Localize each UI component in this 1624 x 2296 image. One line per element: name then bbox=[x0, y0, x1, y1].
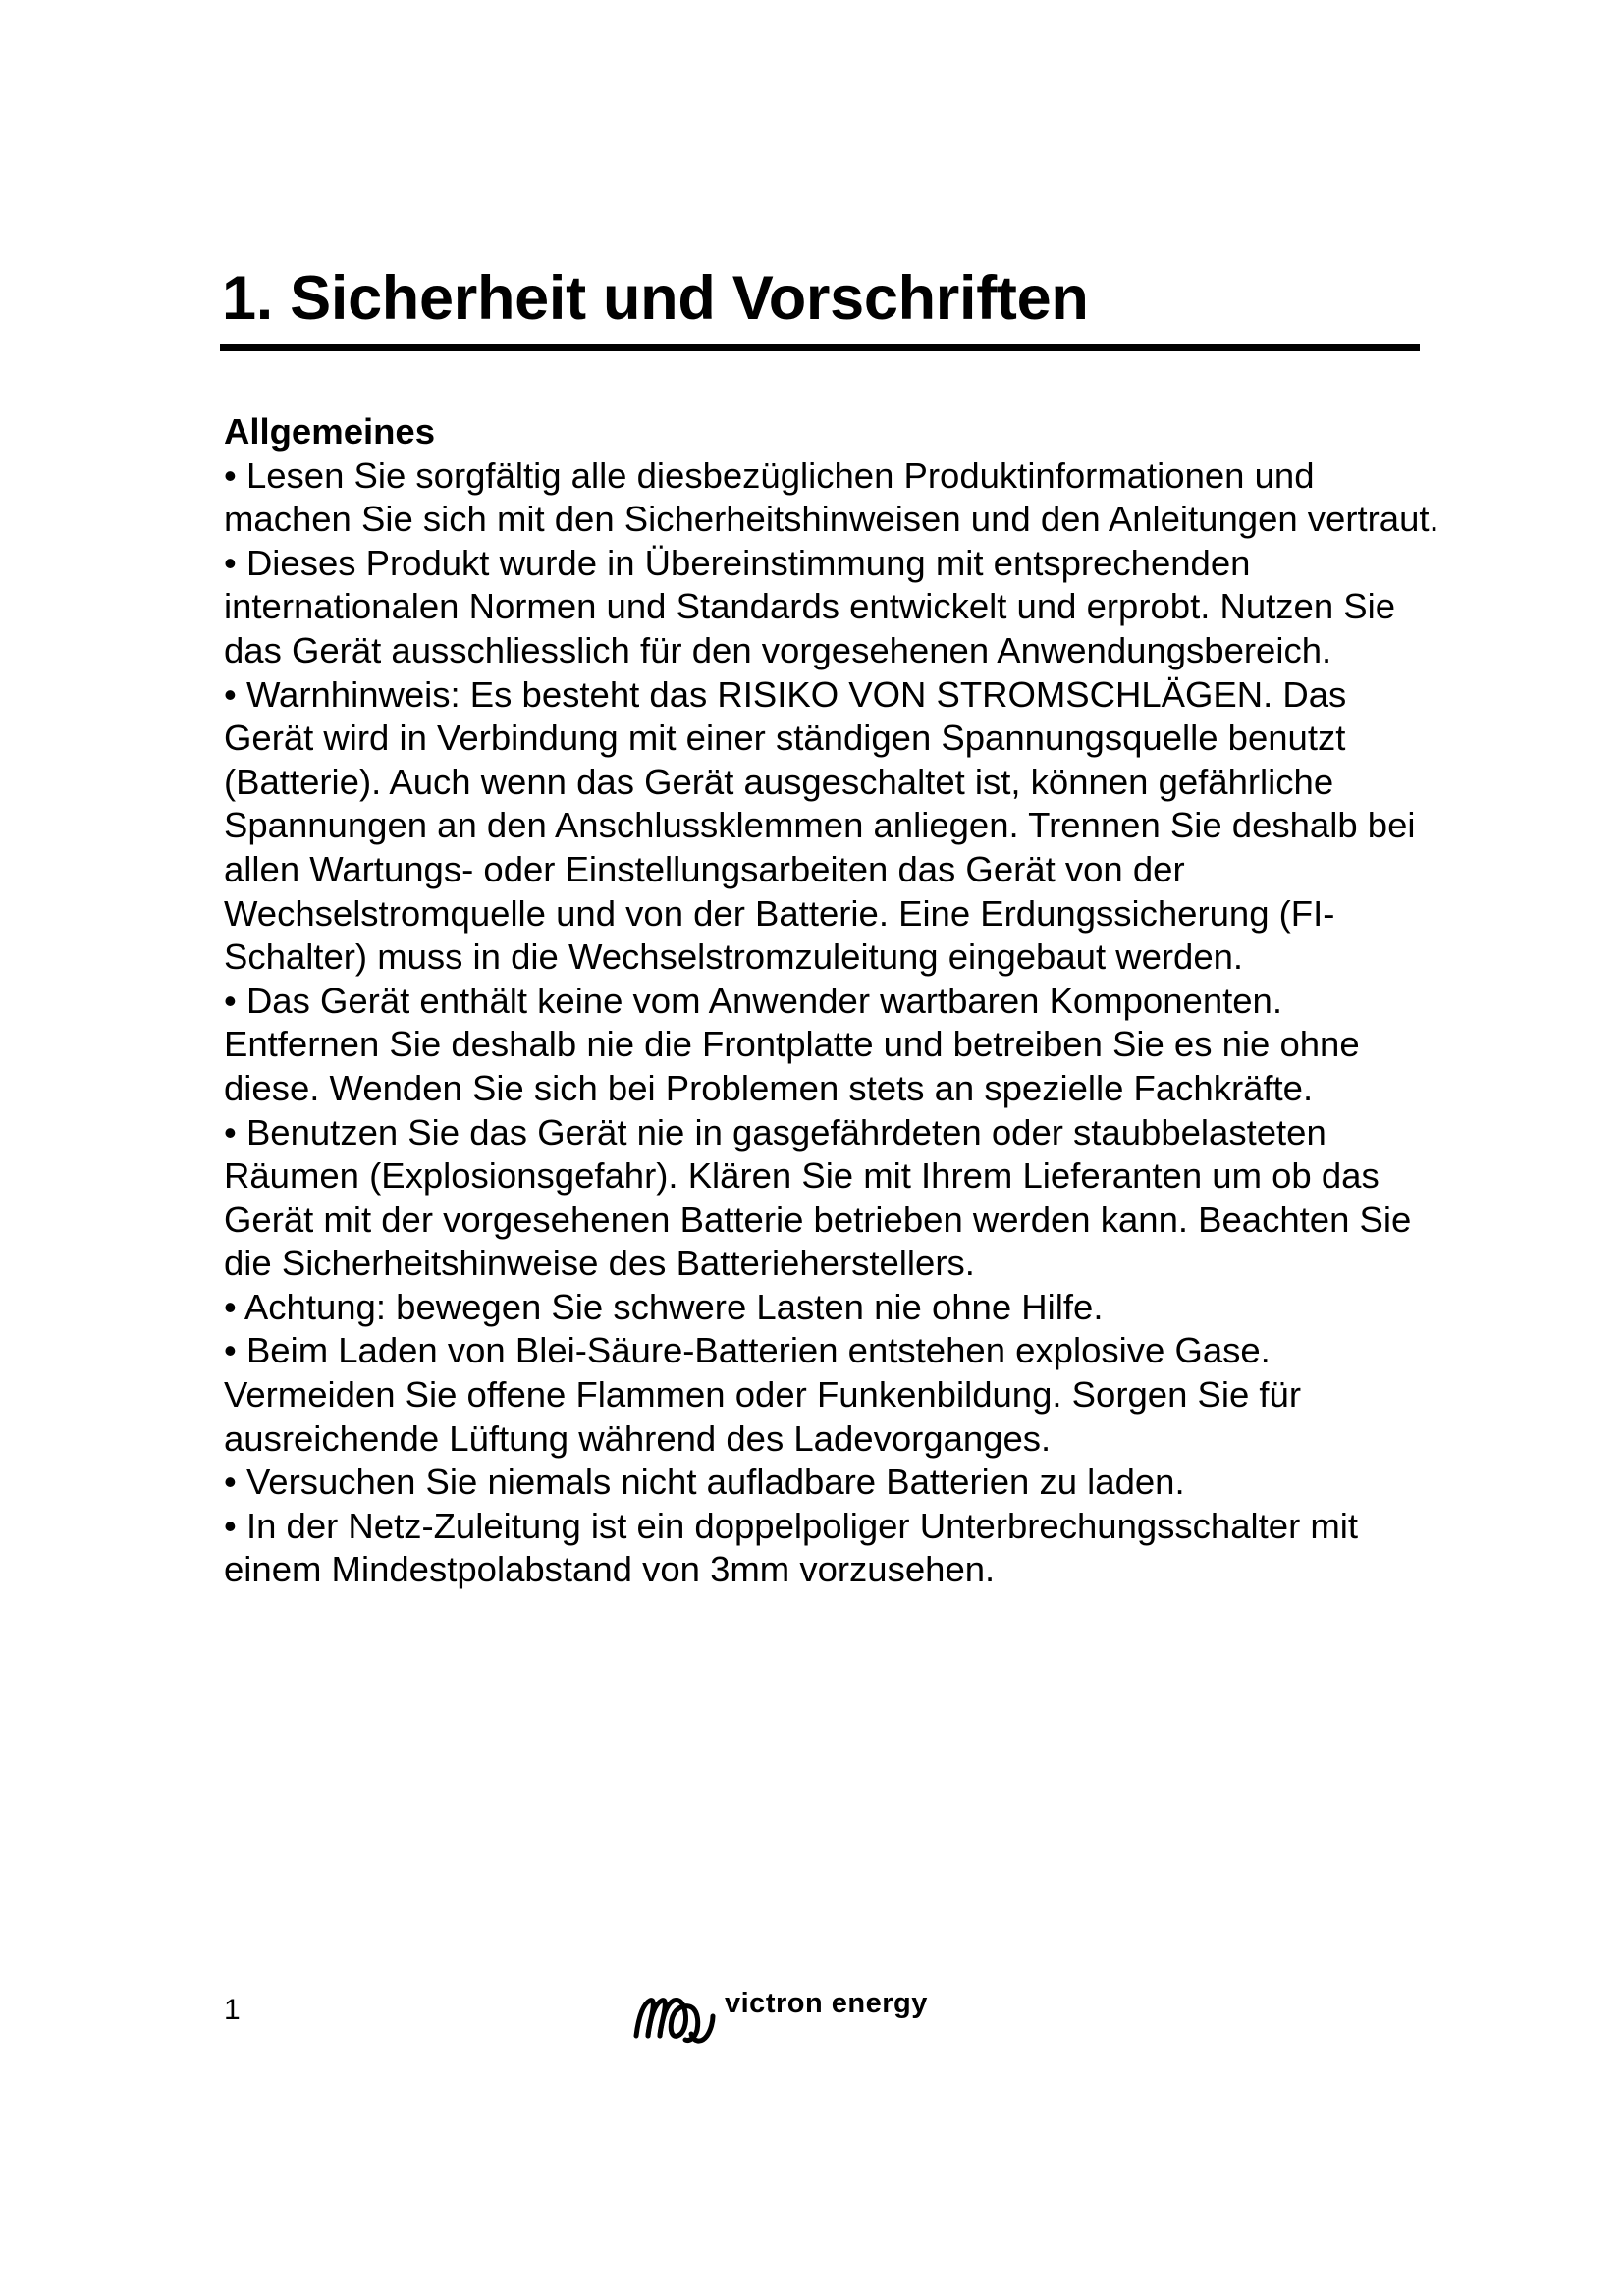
document-body bbox=[224, 410, 1441, 1592]
list-item-text: Lesen Sie sorgfältig alle diesbezüglichen Produktinformationen und machen Sie sich mit den Sicherheitshinweisen und den Anleitungen vertraut. bbox=[224, 454, 1439, 540]
bullet-icon: • bbox=[224, 673, 237, 715]
page-title: 1. Sicherheit und Vorschriften bbox=[222, 264, 1089, 333]
victron-logo-icon bbox=[628, 1991, 719, 2046]
bullet-icon: • bbox=[224, 1462, 237, 1503]
list-item bbox=[224, 1329, 1441, 1461]
bullet-icon: • bbox=[224, 454, 237, 496]
list-item-text: Achtung: bewegen Sie schwere Lasten nie ohne Hilfe. bbox=[244, 1286, 1104, 1327]
list-item bbox=[224, 1461, 1441, 1505]
bullet-icon: • bbox=[224, 1505, 237, 1546]
logo-wordmark: victron energy bbox=[725, 1988, 928, 2019]
bullet-icon: • bbox=[224, 1111, 237, 1152]
list-item bbox=[224, 673, 1441, 980]
bullet-icon: • bbox=[224, 980, 237, 1021]
safety-list bbox=[224, 454, 1441, 1592]
list-item-text: Benutzen Sie das Gerät nie in gasgefährdeten oder staubbelasteten Räumen (Explosionsgefahr). Klären Sie mit Ihrem Lieferanten um ob das Gerät mit der vorgesehenen Batterie betrieben werden kann. Beachten Sie die Sicherheitshinweise des Batterieherstellers. bbox=[224, 1111, 1412, 1284]
list-item-text: Dieses Produkt wurde in Übereinstimmung mit entsprechenden internationalen Normen und Standards entwickelt und erprobt. Nutzen Sie das Gerät ausschliesslich für den vorgesehenen Anwendungsbereich. bbox=[224, 542, 1396, 670]
list-item bbox=[224, 1111, 1441, 1286]
list-item-text: Beim Laden von Blei-Säure-Batterien entstehen explosive Gase. Vermeiden Sie offene Flammen oder Funkenbildung. Sorgen Sie für ausreichende Lüftung während des Ladevorganges. bbox=[224, 1330, 1302, 1459]
bullet-icon: • bbox=[224, 1330, 237, 1371]
list-item bbox=[224, 980, 1441, 1111]
list-item bbox=[224, 1286, 1441, 1330]
bullet-icon: • bbox=[224, 542, 237, 583]
list-item bbox=[224, 454, 1441, 542]
section-heading: Allgemeines bbox=[224, 411, 436, 452]
list-item-text: Warnhinweis: Es besteht das RISIKO VON STROMSCHLÄGEN. Das Gerät wird in Verbindung mit einer ständigen Spannungsquelle benutzt (Batterie). Auch wenn das Gerät ausgeschaltet ist, können gefährliche Spannungen an den Anschlussklemmen anliegen. Trennen Sie deshalb bei allen Wartungs- oder Einstellungsarbeiten das Gerät von der Wechselstromquelle und von der Batterie. Eine Erdungssicherung (FI-Schalter) muss in die Wechselstromzuleitung eingebaut werden. bbox=[224, 673, 1416, 978]
list-item-text: Versuchen Sie niemals nicht aufladbare Batterien zu laden. bbox=[245, 1462, 1185, 1503]
list-item bbox=[224, 1505, 1441, 1592]
bullet-icon: • bbox=[224, 1286, 237, 1327]
list-item-text: Das Gerät enthält keine vom Anwender wartbaren Komponenten. Entfernen Sie deshalb nie die Frontplatte und betreiben Sie es nie ohne diese. Wenden Sie sich bei Problemen stets an spezielle Fachkräfte. bbox=[224, 980, 1360, 1108]
list-item bbox=[224, 542, 1441, 673]
page-number: 1 bbox=[224, 1994, 241, 2026]
title-underline bbox=[220, 344, 1420, 351]
list-item-text: In der Netz-Zuleitung ist ein doppelpoliger Unterbrechungsschalter mit einem Mindestpolabstand von 3mm vorzusehen. bbox=[224, 1505, 1359, 1590]
victron-energy-logo bbox=[628, 1985, 928, 2044]
